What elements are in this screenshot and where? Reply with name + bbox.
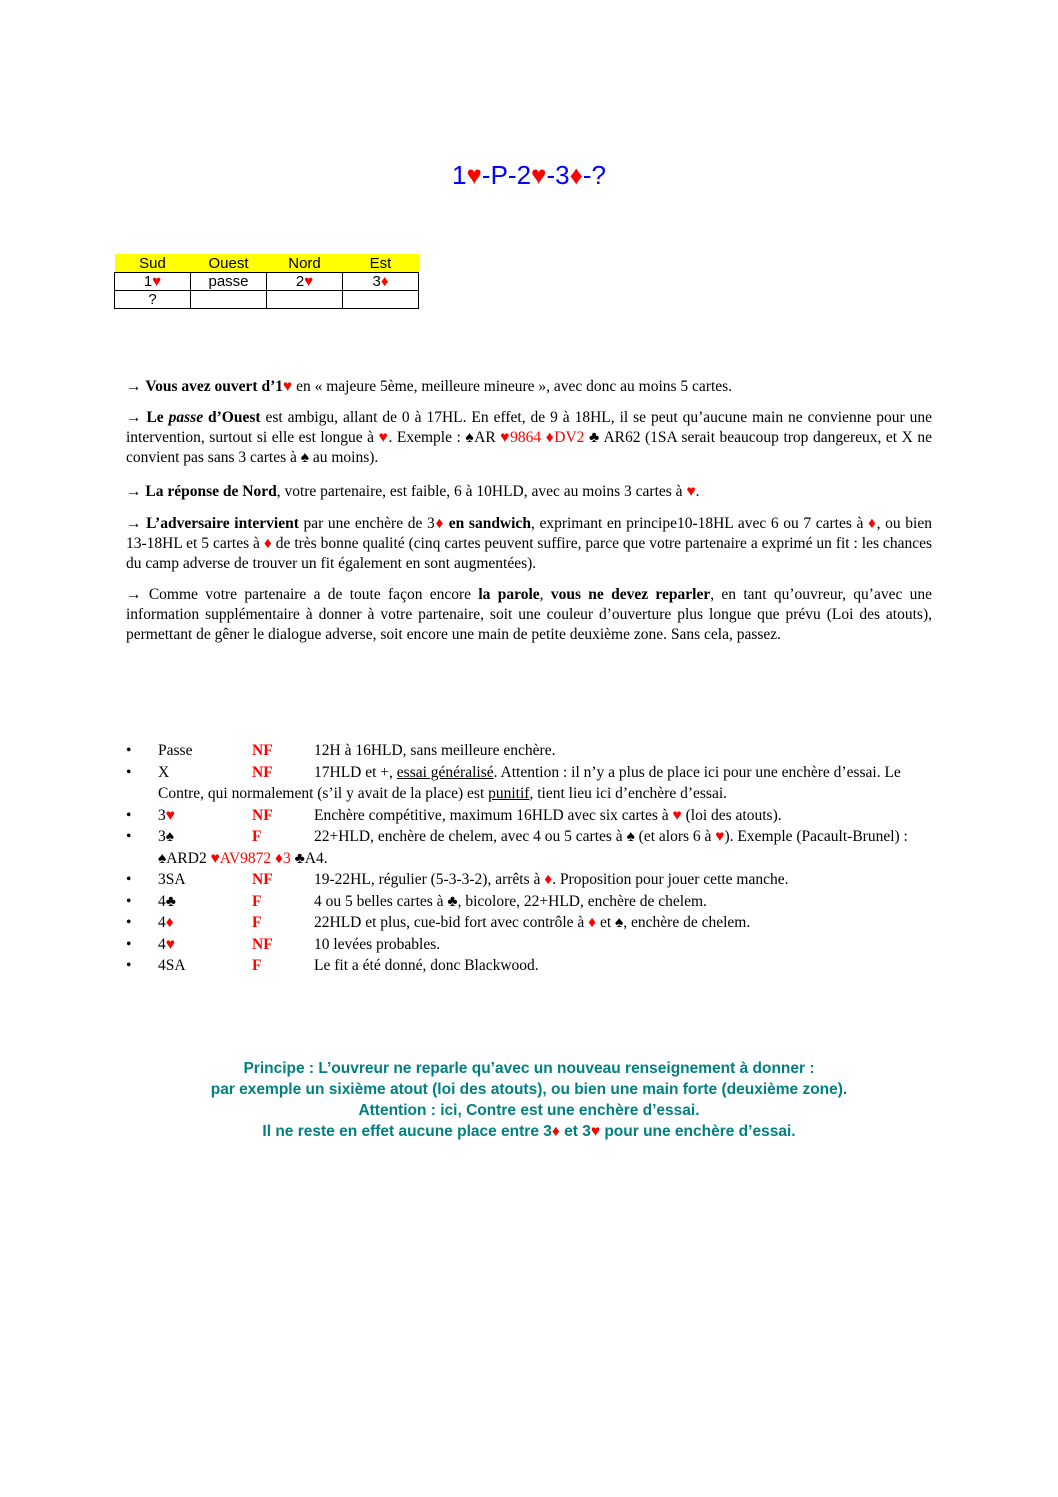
cell-ouest: passe bbox=[191, 273, 267, 291]
table-row bbox=[115, 273, 419, 291]
heart-icon: ♥ bbox=[531, 160, 547, 190]
heart-icon: ♥ bbox=[152, 273, 162, 290]
diamond-icon: ♦ bbox=[165, 914, 174, 931]
cell-nord: 2♥ bbox=[267, 273, 343, 291]
list-item: • 4♦ F 22HLD et plus, cue-bid fort avec contrôle à ♦ et ♠, enchère de chelem. bbox=[126, 912, 932, 934]
heart-icon: ♥ bbox=[165, 806, 175, 824]
bullet-icon: • bbox=[126, 871, 132, 888]
diamond-icon: ♦ bbox=[868, 515, 877, 532]
cell-sud: ? bbox=[115, 291, 191, 309]
list-item: • Passe NF 12H à 16HLD, sans meilleure enchère. bbox=[126, 740, 932, 762]
paragraph-opening: → Vous avez ouvert d’1♥ en « majeure 5ème, meilleure mineure », avec donc au moins 5 cartes. bbox=[126, 378, 733, 395]
cell-empty bbox=[267, 291, 343, 309]
heart-icon: ♥ bbox=[283, 378, 293, 395]
header-nord: Nord bbox=[267, 254, 343, 273]
list-item: • 3♠ F 22+HLD, enchère de chelem, avec 4 ou 5 cartes à ♠ (et alors 6 à ♥). Exemple (Pacault-Brunel) : ♠ARD2 ♥AV9872 ♦3 ♣A4. bbox=[126, 828, 908, 867]
paragraph-north-response: → La réponse de Nord, votre partenaire, est faible, 6 à 10HLD, avec au moins 3 cartes à ♥. bbox=[126, 483, 700, 500]
table-row bbox=[115, 291, 419, 309]
principle-line: Principe : L’ouvreur ne reparle qu’avec un nouveau renseignement à donner : bbox=[243, 1060, 815, 1077]
paragraph-west-pass: → Le passe d’Ouest est ambigu, allant de 0 à 17HL. En effet, de 9 à 18HL, il se peut qu’aucune main ne convienne pour une intervention, surtout si elle est longue à ♥. Exemple : ♠AR ♥9864 ♦DV2 ♣ AR62 (1SA serait beaucoup trop dangereux, et X ne convient pas sans 3 cartes à ♠ au moins). bbox=[126, 409, 933, 466]
bullet-icon: • bbox=[126, 828, 132, 845]
principle-line: Attention : ici, Contre est une enchère d’essai. bbox=[358, 1102, 700, 1119]
list-item: • 4SA F Le fit a été donné, donc Blackwood. bbox=[126, 955, 932, 977]
diamond-icon: ♦ bbox=[263, 535, 272, 552]
club-icon: ♣ bbox=[165, 892, 176, 910]
paragraph-opponent: → L’adversaire intervient par une enchère de 3♦ en sandwich, exprimant en principe10-18HL avec 6 ou 7 cartes à ♦, ou bien 13-18HL et 5 cartes à ♦ de très bonne qualité (cinq cartes peuvent suffire, parce que votre partenaire a exprimé un fit : les chances du camp adverse de trouver un fit également en sont augmentées). bbox=[126, 515, 932, 572]
diamond-icon: ♦ bbox=[588, 914, 597, 931]
cell-est: 3♦ bbox=[343, 273, 419, 291]
header-sud: Sud bbox=[115, 254, 191, 273]
heart-icon: ♥ bbox=[672, 806, 682, 824]
header-est: Est bbox=[343, 254, 419, 273]
diamond-icon: ♦ bbox=[569, 160, 583, 190]
heart-icon: ♥ bbox=[378, 429, 389, 446]
bidding-table bbox=[114, 254, 419, 309]
cell-empty bbox=[191, 291, 267, 309]
bullet-icon: • bbox=[126, 892, 132, 910]
diamond-icon: ♦ bbox=[544, 871, 553, 888]
heart-icon: ♥ bbox=[165, 935, 175, 953]
list-item: • 3SA NF 19-22HL, régulier (5-3-3-2), arrêts à ♦. Proposition pour jouer cette manche. bbox=[126, 869, 932, 891]
bullet-icon: • bbox=[126, 957, 132, 974]
diamond-icon: ♦ bbox=[434, 515, 445, 532]
heart-icon: ♥ bbox=[686, 483, 696, 500]
principle-box bbox=[0, 1058, 1058, 1142]
bullet-icon: • bbox=[126, 914, 132, 931]
heart-icon: ♥ bbox=[304, 273, 314, 290]
list-item: • 4♣ F 4 ou 5 belles cartes à ♣, bicolore, 22+HLD, enchère de chelem. bbox=[126, 891, 932, 913]
page-title: 1♥-P-2♥-3♦-? bbox=[452, 160, 606, 190]
bid-list bbox=[126, 740, 932, 977]
list-item: • 4♥ NF 10 levées probables. bbox=[126, 934, 932, 956]
paragraph-advice: → Comme votre partenaire a de toute façon encore la parole, vous ne devez reparler, en tant qu’ouvreur, qu’avec une information supplémentaire à donner à votre partenaire, soit une couleur d’ouverture plus longue que prévu (Loi des atouts), permettant de gêner le dialogue adverse, soit encore une main de petite deuxième zone. Sans cela, passez. bbox=[126, 586, 933, 643]
diamond-icon: ♦ bbox=[380, 273, 389, 290]
cell-empty bbox=[343, 291, 419, 309]
cell-sud: 1♥ bbox=[115, 273, 191, 291]
principle-line: Il ne reste en effet aucune place entre 3♦ et 3♥ pour une enchère d’essai. bbox=[262, 1123, 796, 1140]
principle-line: par exemple un sixième atout (loi des atouts), ou bien une main forte (deuxième zone). bbox=[210, 1081, 848, 1098]
heart-icon: ♥ bbox=[590, 1123, 601, 1140]
heart-icon: ♥ bbox=[466, 160, 482, 190]
bullet-icon: • bbox=[126, 806, 132, 824]
list-item: • X NF 17HLD et +, essai généralisé. Attention : il n’y a plus de place ici pour une enchère d’essai. Le Contre, qui normalement (s’il y avait de la place) est punitif, tient lieu ici d’enchère d’essai. bbox=[126, 763, 901, 802]
list-item: • 3♥ NF Enchère compétitive, maximum 16HLD avec six cartes à ♥ (loi des atouts). bbox=[126, 805, 932, 827]
bullet-icon: • bbox=[126, 935, 132, 953]
bullet-icon: • bbox=[126, 763, 132, 781]
spade-icon: ♠ bbox=[165, 828, 174, 845]
header-ouest: Ouest bbox=[191, 254, 267, 273]
diamond-icon: ♦ bbox=[551, 1123, 560, 1140]
bidding-header-row bbox=[115, 254, 419, 273]
heart-icon: ♥ bbox=[715, 828, 725, 845]
bullet-icon: • bbox=[126, 742, 132, 759]
